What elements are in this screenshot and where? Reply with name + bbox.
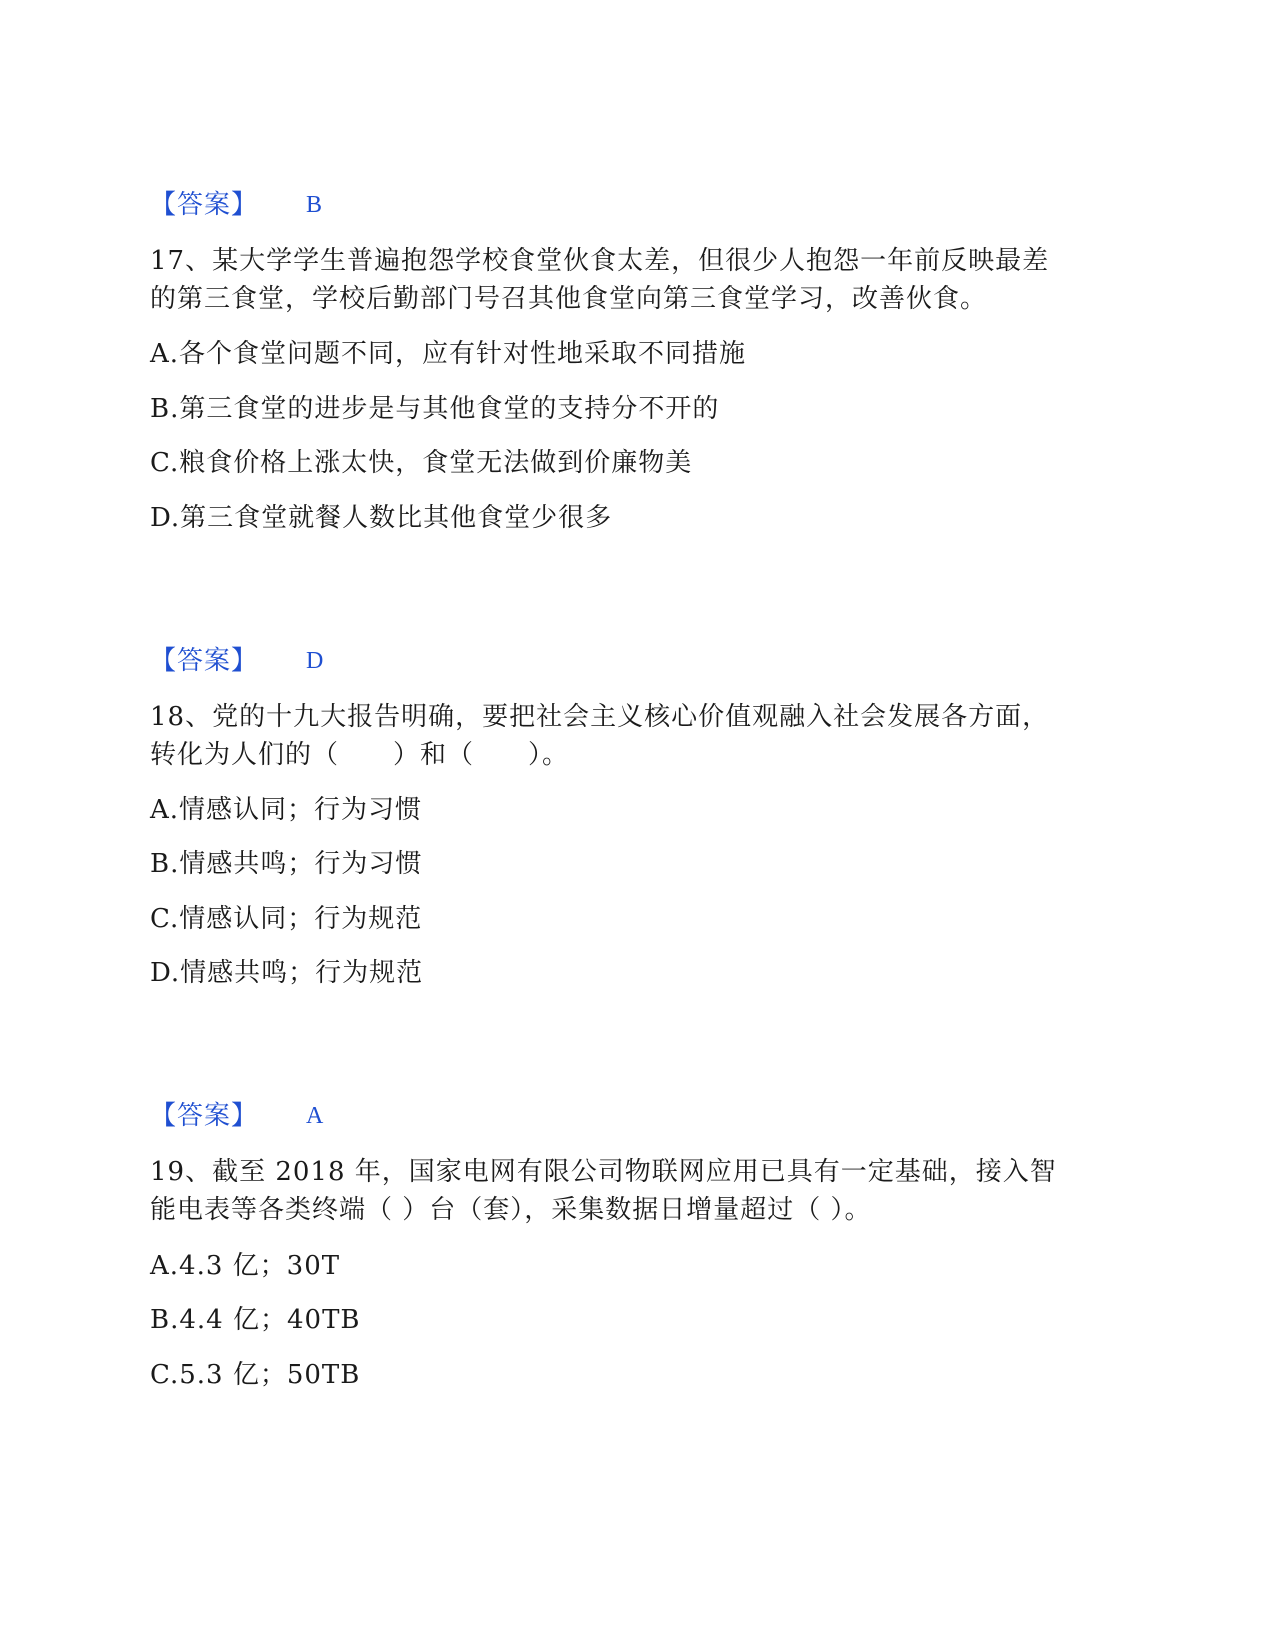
question-18-line-1: 18、党的十九大报告明确，要把社会主义核心价值观融入社会发展各方面， [150, 702, 1050, 732]
question-19-line-1: 19、截至 2018 年，国家电网有限公司物联网应用已具有一定基础，接入智 [150, 1157, 1057, 1187]
answer-line-16 [150, 185, 650, 225]
answer-value: D [306, 648, 325, 674]
option-19-c: C.5.3 亿；50TB [150, 1360, 361, 1390]
option-18-c: C.情感认同；行为规范 [150, 904, 423, 934]
answer-label: 【答案】 [150, 1101, 259, 1131]
option-17-d: D.第三食堂就餐人数比其他食堂少很多 [150, 503, 613, 533]
question-19-line-2: 能电表等各类终端（ ）台（套），采集数据日增量超过（ ）。 [150, 1195, 872, 1225]
option-18-a: A.情感认同；行为习惯 [150, 795, 423, 825]
option-19-b: B.4.4 亿；40TB [150, 1305, 361, 1335]
answer-label: 【答案】 [150, 646, 259, 676]
option-17-a: A.各个食堂问题不同，应有针对性地采取不同措施 [150, 339, 747, 369]
answer-line-17 [150, 641, 650, 681]
question-17-line-2: 的第三食堂，学校后勤部门号召其他食堂向第三食堂学习，改善伙食。 [150, 284, 988, 314]
option-19-a: A.4.3 亿；30T [150, 1251, 341, 1281]
question-18-line-2: 转化为人们的（ ）和（ ）。 [150, 740, 570, 770]
option-18-b: B.情感共鸣；行为习惯 [150, 849, 423, 879]
answer-label: 【答案】 [150, 190, 259, 220]
option-17-b: B.第三食堂的进步是与其他食堂的支持分不开的 [150, 394, 720, 424]
answer-value: B [306, 192, 324, 218]
option-18-d: D.情感共鸣；行为规范 [150, 958, 424, 988]
answer-line-18 [150, 1096, 650, 1136]
answer-value: A [306, 1103, 325, 1129]
question-17-line-1: 17、某大学学生普遍抱怨学校食堂伙食太差，但很少人抱怨一年前反映最差 [150, 246, 1050, 276]
option-17-c: C.粮食价格上涨太快，食堂无法做到价廉物美 [150, 448, 693, 478]
